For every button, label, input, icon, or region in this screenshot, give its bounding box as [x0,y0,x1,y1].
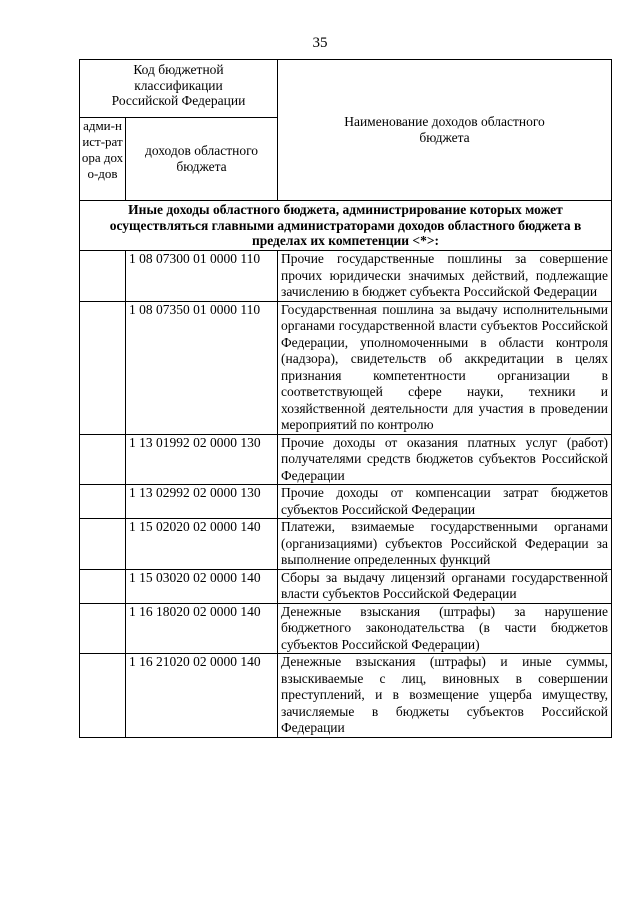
revenue-classification-table [79,59,612,738]
name-cell: Сборы за выдачу лицензий органами государственной власти субъектов Российской Федерации [278,569,612,603]
admin-cell [80,251,126,302]
name-cell: Государственная пошлина за выдачу исполнительными органами государственной власти субъектов Российской Федерации, уполномоченными в области контроля (надзора), свидетельств об аккредитации в целях признания компетентности организации в соответствующей сфере науки, техники и хозяйственной деятельности для участия в проведении мероприятий по контролю [278,301,612,434]
table-row [80,251,612,302]
name-cell: Денежные взыскания (штрафы) за нарушение бюджетного законодательства (в части бюджетов субъектов Российской Федерации) [278,603,612,654]
code-cell: 1 16 21020 02 0000 140 [126,654,278,738]
admin-cell [80,519,126,570]
name-cell: Прочие государственные пошлины за совершение прочих юридически значимых действий, подлежащие зачислению в бюджет субъекта Российской Федерации [278,251,612,302]
admin-cell [80,654,126,738]
header-name [278,60,612,201]
name-cell: Прочие доходы от оказания платных услуг (работ) получателями средств бюджетов субъектов Российской Федерации [278,434,612,485]
admin-cell [80,434,126,485]
header-code-group-text: Код бюджетной классификации Российской Федерации [111,62,246,108]
code-cell: 1 13 02992 02 0000 130 [126,485,278,519]
header-row-top [80,60,612,118]
table-row [80,603,612,654]
header-code-group [80,60,278,118]
admin-cell [80,301,126,434]
code-cell: 1 08 07350 01 0000 110 [126,301,278,434]
code-cell: 1 16 18020 02 0000 140 [126,603,278,654]
table-row [80,485,612,519]
header-administrator [80,118,126,201]
header-income-text: доходов областного бюджета [144,143,259,174]
page-number: 35 [312,35,328,51]
admin-cell [80,603,126,654]
name-cell: Прочие доходы от компенсации затрат бюджетов субъектов Российской Федерации [278,485,612,519]
section-title: Иные доходы областного бюджета, администрирование которых может осуществляться главными администраторами доходов областного бюджета в пределах их компетенции <*>: [80,201,612,251]
section-row [80,201,612,251]
code-cell: 1 13 01992 02 0000 130 [126,434,278,485]
table-row [80,301,612,434]
name-cell: Денежные взыскания (штрафы) и иные суммы, взыскиваемые с лиц, виновных в совершении преступлений, и в возмещение ущерба имуществу, зачисляемые в бюджеты субъектов Российской Федерации [278,654,612,738]
header-administrator-text: адми-нист-ратора дохо-дов [81,118,124,181]
code-cell: 1 15 02020 02 0000 140 [126,519,278,570]
table-row [80,654,612,738]
header-income [126,118,278,201]
table-row [80,434,612,485]
table-row [80,519,612,570]
admin-cell [80,485,126,519]
header-name-text: Наименование доходов областного бюджета [344,114,545,145]
admin-cell [80,569,126,603]
code-cell: 1 15 03020 02 0000 140 [126,569,278,603]
code-cell: 1 08 07300 01 0000 110 [126,251,278,302]
table-row [80,569,612,603]
name-cell: Платежи, взимаемые государственными органами (организациями) субъектов Российской Федерации за выполнение определенных функций [278,519,612,570]
